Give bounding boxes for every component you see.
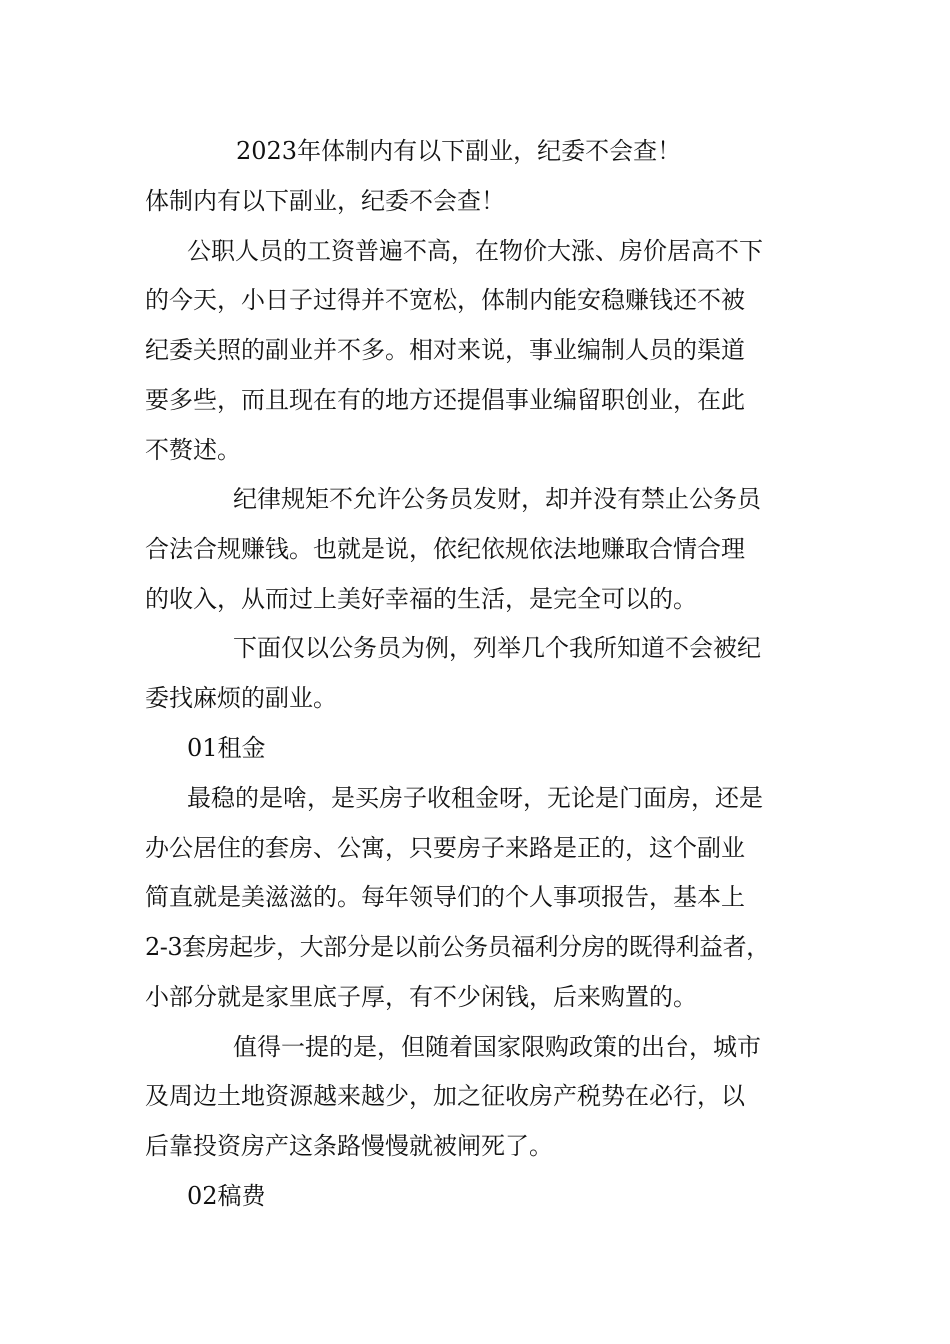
paragraph-line: 不赘述。 (145, 436, 241, 464)
paragraph-line: 委找麻烦的副业。 (145, 684, 337, 712)
paragraph-line: 及周边土地资源越来越少，加之征收房产税势在必行，以 (145, 1082, 745, 1110)
paragraph-line: 的收入，从而过上美好幸福的生活，是完全可以的。 (145, 585, 697, 613)
paragraph-line: 纪律规矩不允许公务员发财，却并没有禁止公务员 (233, 485, 761, 513)
paragraph-line: 合法合规赚钱。也就是说，依纪依规依法地赚取合情合理 (145, 535, 745, 563)
paragraph-line: 2-3套房起步，大部分是以前公务员福利分房的既得利益者， (145, 933, 770, 961)
paragraph-line: 的今天，小日子过得并不宽松，体制内能安稳赚钱还不被 (145, 286, 745, 314)
paragraph-line: 后靠投资房产这条路慢慢就被闸死了。 (145, 1132, 553, 1160)
paragraph-line: 最稳的是啥，是买房子收租金呀，无论是门面房，还是 (187, 784, 763, 812)
document-subtitle: 体制内有以下副业，纪委不会查！ (145, 187, 505, 215)
paragraph-line: 公职人员的工资普遍不高，在物价大涨、房价居高不下 (187, 237, 763, 265)
paragraph-line: 值得一提的是，但随着国家限购政策的出台，城市 (233, 1033, 761, 1061)
document-title: 2023年体制内有以下副业，纪委不会查！ (236, 137, 682, 165)
paragraph-line: 纪委关照的副业并不多。相对来说，事业编制人员的渠道 (145, 336, 745, 364)
section-heading-02: 02稿费 (187, 1182, 266, 1210)
paragraph-line: 要多些，而且现在有的地方还提倡事业编留职创业，在此 (145, 386, 745, 414)
paragraph-line: 简直就是美滋滋的。每年领导们的个人事项报告，基本上 (145, 883, 745, 911)
paragraph-line: 小部分就是家里底子厚，有不少闲钱，后来购置的。 (145, 983, 697, 1011)
section-heading-01: 01租金 (187, 734, 266, 762)
paragraph-line: 下面仅以公务员为例，列举几个我所知道不会被纪 (233, 634, 761, 662)
paragraph-line: 办公居住的套房、公寓，只要房子来路是正的，这个副业 (145, 834, 745, 862)
